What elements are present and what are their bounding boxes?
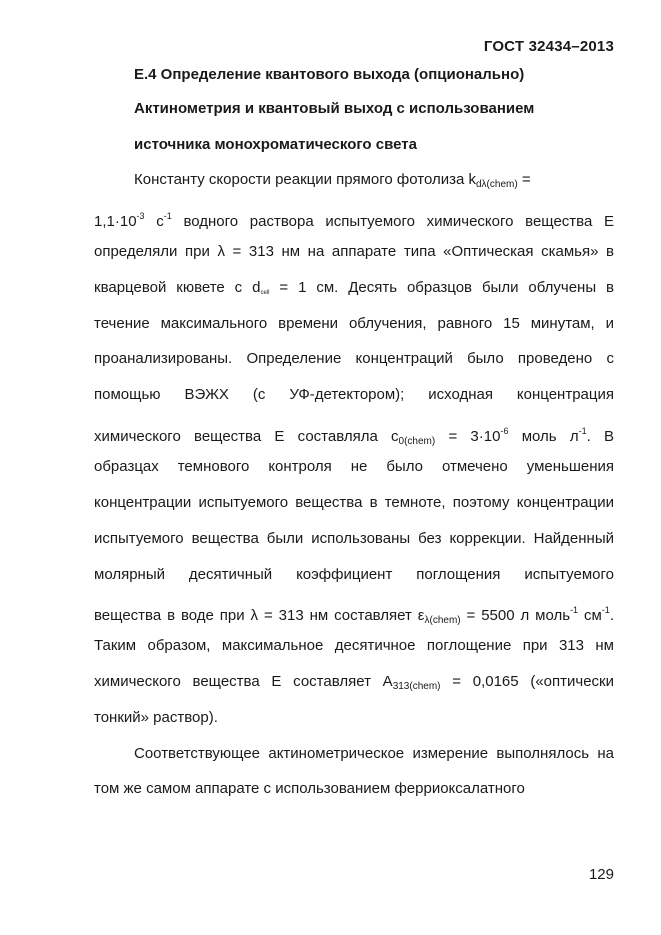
text-line: вещества в воде при λ = 313 нм составляет $\varepsilon_{\lambda(chem)} = 5500$ л моль$^{-1}$ $см^{-1}$. <box>94 605 614 626</box>
text-line: определяли при λ = 313 нм на аппарате типа «Оптическая скамья» в <box>94 243 614 260</box>
text-line: Таким образом, максимальное десятичное поглощение при 313 нм <box>94 637 614 654</box>
text-line: кварцевой кювете с dcell = 1 см. Десять образцов были облучены в <box>94 279 615 296</box>
text-line: химического вещества Е составляет $A_{313(chem)} = 0,0165$ («оптически <box>94 673 614 692</box>
text-line: испытуемого вещества были использованы без коррекции. Найденный <box>94 530 614 547</box>
text-line: химического вещества Е составляла $c_{0(chem)} = 3\cdot 10^{-6}$ моль $л^{-1}$. В <box>94 426 615 447</box>
text-line: $1,1\cdot 10^{-3}$ $с^{-1}$ водного раствора испытуемого химического вещества Е <box>94 211 615 230</box>
section-title: Е.4 Определение квантового выхода (опционально) <box>134 66 525 83</box>
page-number: 129 <box>588 866 614 883</box>
section-subtitle-line1: Актинометрия и квантовый выход с использованием <box>134 100 535 117</box>
text-line: Константу скорости реакции прямого фотолиза $k_{d\lambda(chem)}$ = <box>134 171 531 190</box>
text-line: Соответствующее актинометрическое измерение выполнялось на <box>134 745 614 762</box>
text-line: том же самом аппарате с использованием ферриоксалатного <box>94 780 525 797</box>
text-line: проанализированы. Определение концентраций было проведено с <box>94 350 614 367</box>
text-line: концентрации испытуемого вещества в темноте, поэтому концентрации <box>94 494 614 511</box>
text-line: тонкий» раствор). <box>94 709 218 726</box>
text-line: молярный десятичный коэффициент поглощения испытуемого <box>94 566 614 583</box>
standard-header: ГОСТ 32434–2013 <box>483 38 614 55</box>
text-line: образцах темнового контроля не было отмечено уменьшения <box>94 458 614 475</box>
section-subtitle-line2: источника монохроматического света <box>134 136 417 153</box>
text-line: помощью ВЭЖХ (с УФ-детектором); исходная концентрация <box>94 386 614 403</box>
text-line: течение максимального времени облучения, равного 15 минутам, и <box>94 315 614 332</box>
